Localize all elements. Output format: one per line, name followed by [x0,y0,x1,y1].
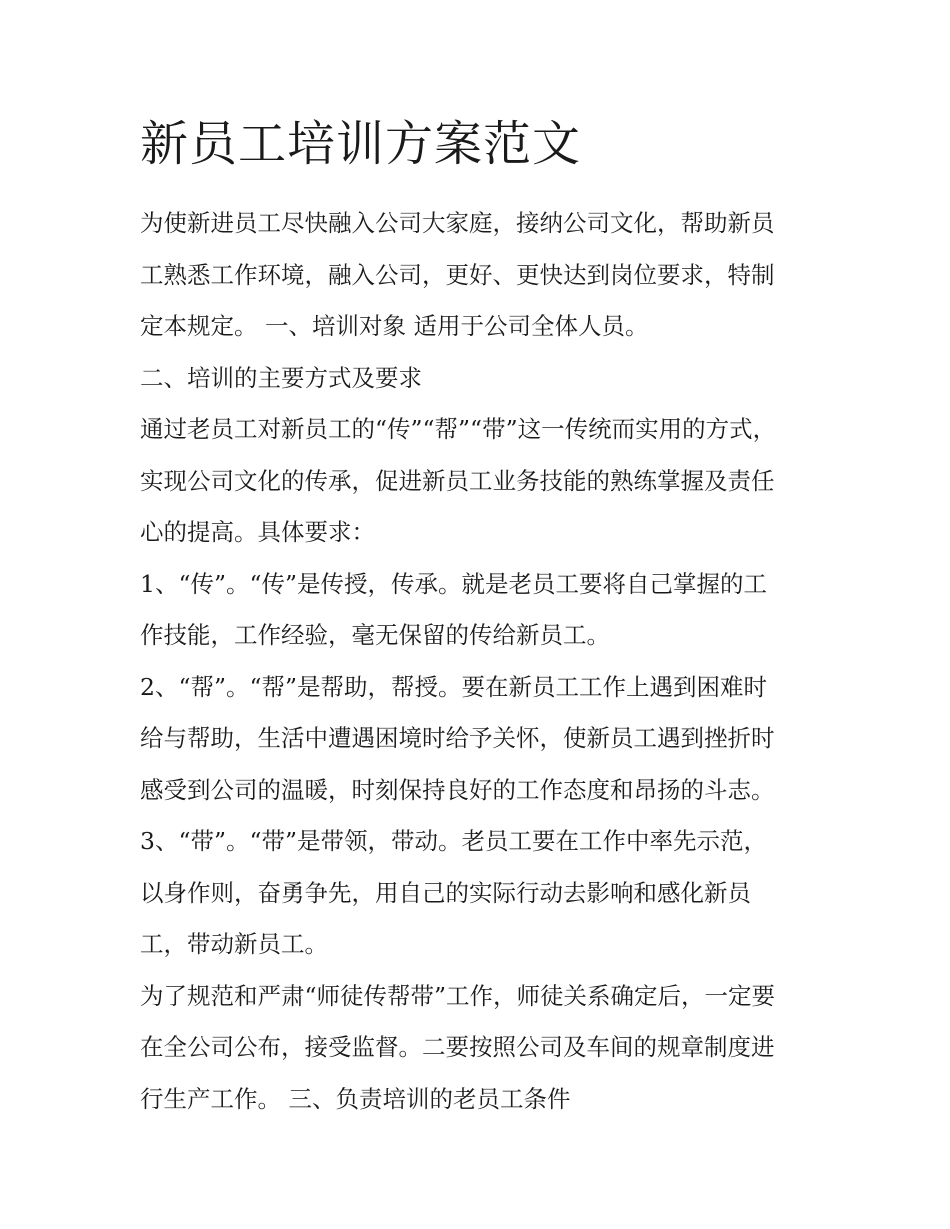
text-line: 为使新进员工尽快融入公司大家庭，接纳公司文化，帮助新员 [140,209,775,237]
text-line: 3、“带”。“带”是带领，带动。老员工要在工作中率先示范， [140,827,768,855]
text-line: 通过老员工对新员工的“传”“帮”“带”这一传统而实用的方式， [140,415,777,443]
paragraph-supervision [140,971,820,1126]
text-line: 给与帮助，生活中遭遇困境时给予关怀，使新员工遇到挫折时 [140,724,775,752]
text-line: 工熟悉工作环境，融入公司，更好、更快达到岗位要求，特制 [140,260,775,289]
list-item-dai [140,816,820,971]
text-line: 行生产工作。 三、负责培训的老员工条件 [140,1084,571,1113]
text-line: 1、“传”。“传”是传授，传承。就是老员工要将自己掌握的工 [140,569,768,598]
text-line: 二、培训的主要方式及要求 [140,363,422,392]
paragraph-method [140,404,820,559]
paragraph-intro [140,198,820,353]
text-line: 为了规范和严肃“师徒传帮带”工作，师徒关系确定后，一定要 [140,981,776,1010]
list-item-chuan [140,559,820,662]
text-line: 2、“帮”。“帮”是帮助，帮授。要在新员工工作上遇到困难时 [140,672,768,701]
document-title: 新员工培训方案范文 [140,116,582,172]
text-line: 以身作则，奋勇争先，用自己的实际行动去影响和感化新员 [140,878,751,907]
text-line: 工，带动新员工。 [140,930,328,958]
list-item-bang [140,662,820,817]
text-line: 实现公司文化的传承，促进新员工业务技能的熟练掌握及责任 [140,466,775,495]
text-line: 作技能，工作经验，毫无保留的传给新员工。 [140,621,610,649]
text-line: 心的提高。具体要求： [140,518,375,546]
text-line: 在全公司公布，接受监督。二要按照公司及车间的规章制度进 [140,1033,775,1061]
text-line: 定本规定。 一、培训对象 适用于公司全体人员。 [140,312,649,340]
text-line: 感受到公司的温暖，时刻保持良好的工作态度和昂扬的斗志。 [140,775,775,804]
document-body [140,112,820,1125]
section-heading [140,353,820,405]
